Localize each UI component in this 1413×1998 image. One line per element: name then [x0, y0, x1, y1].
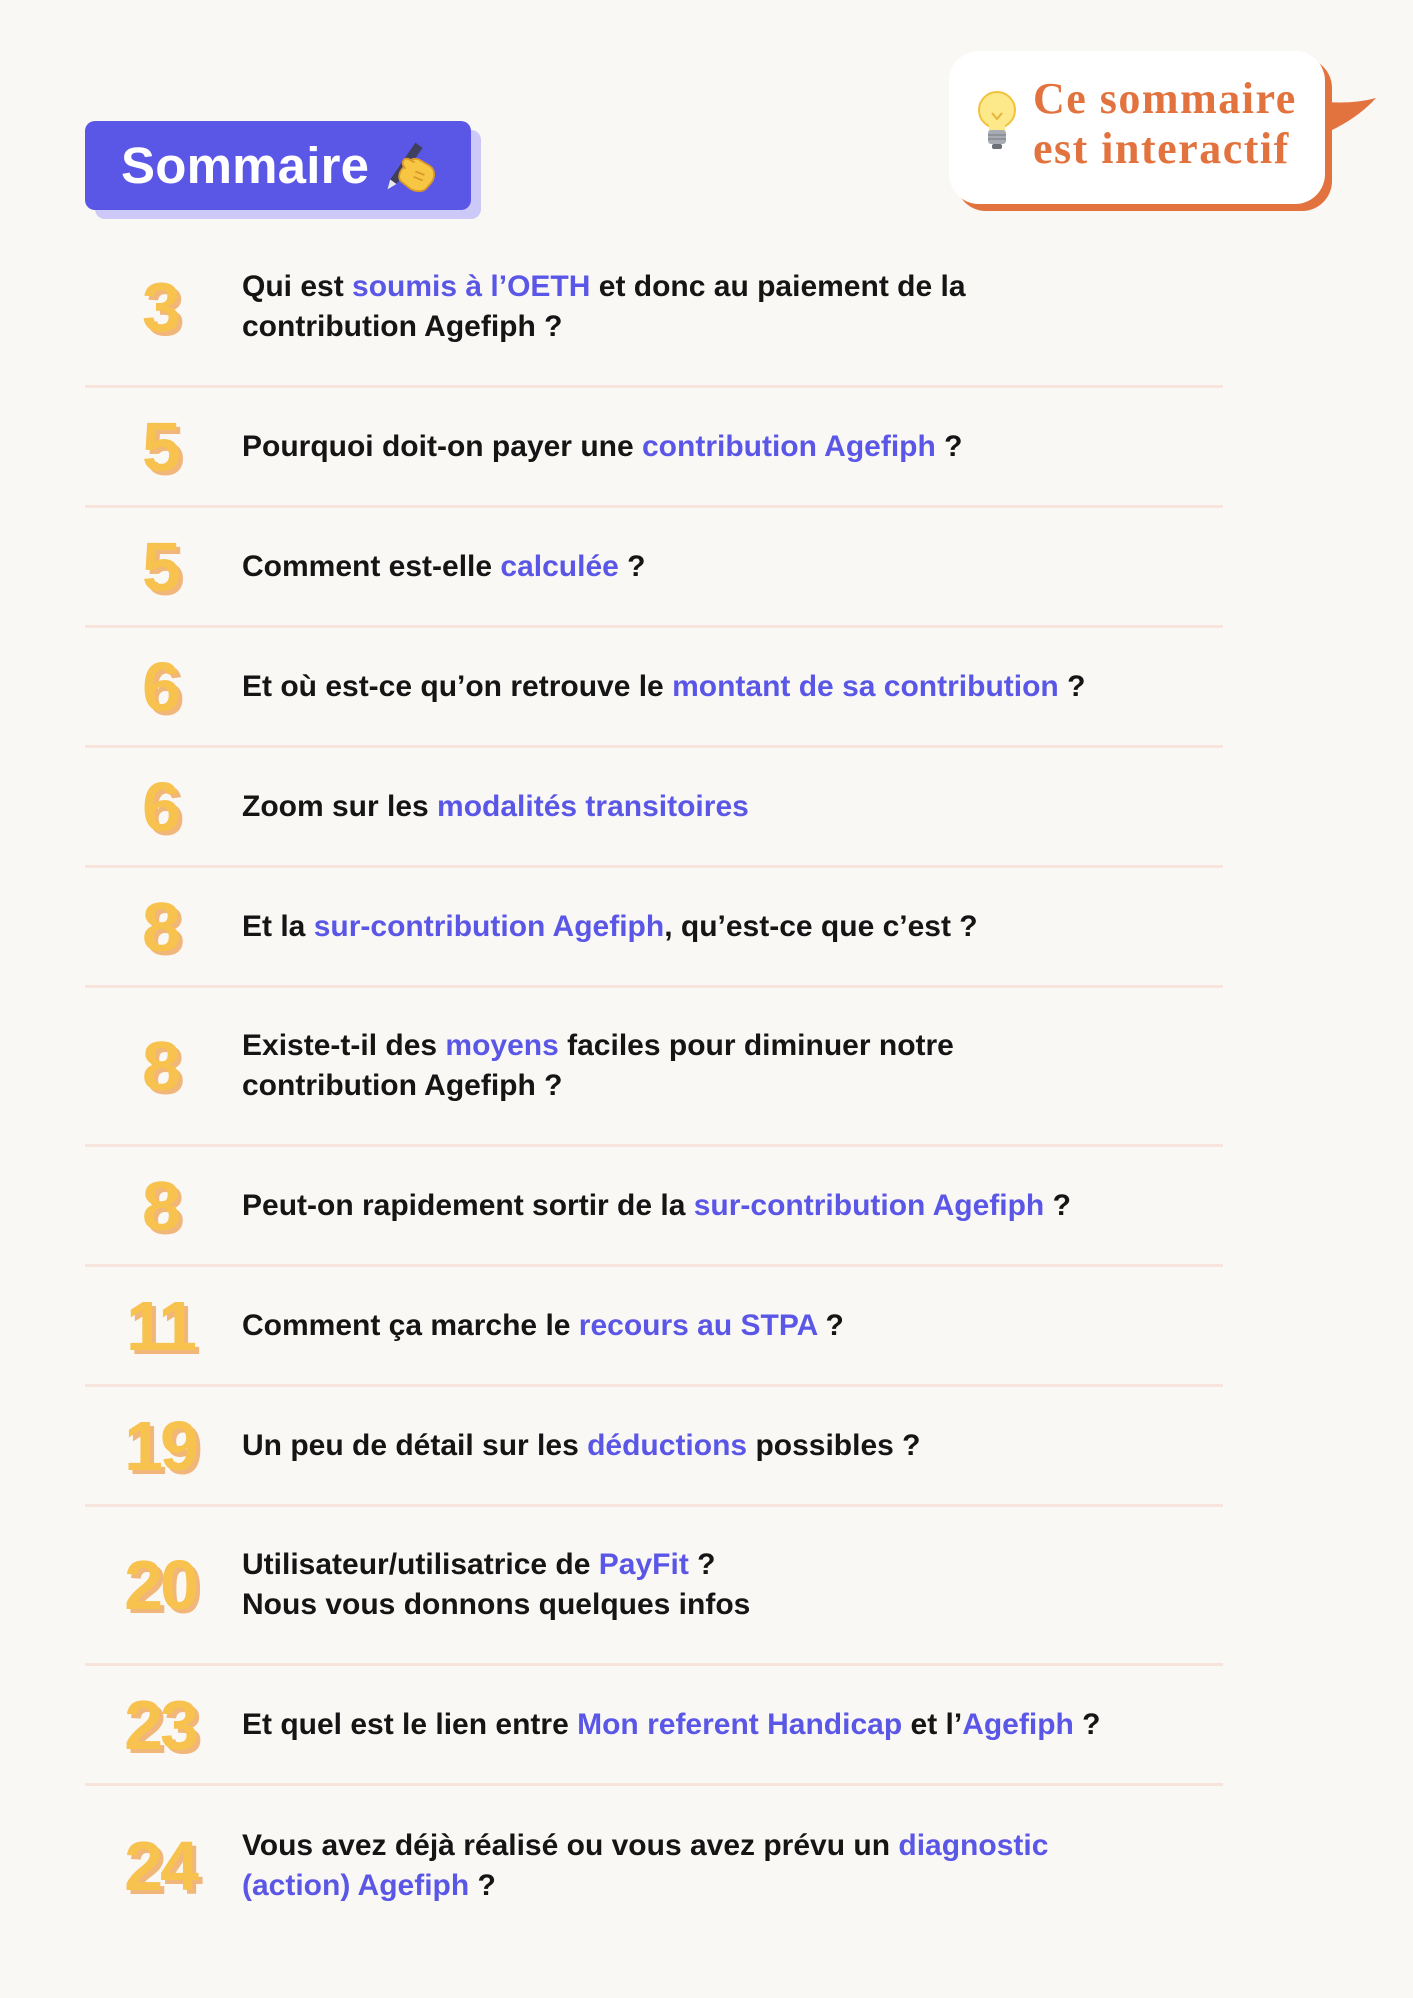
toc-item-line — [242, 907, 978, 947]
toc-item-link-text: Mon referent Handicap — [577, 1707, 903, 1741]
toc-item-line — [242, 1306, 844, 1346]
toc-page-number: 6 — [142, 647, 178, 726]
toc-page-number: 23 — [124, 1685, 196, 1764]
toc-item-line — [242, 267, 966, 307]
toc-item-text: possibles ? — [747, 1428, 921, 1462]
toc-item[interactable] — [85, 1267, 1223, 1387]
toc-item-link-text: Agefiph — [962, 1707, 1074, 1741]
toc-item-text: Nous vous donnons quelques infos — [242, 1588, 751, 1621]
toc-item-text: ? — [1044, 1188, 1071, 1222]
toc-item-line — [242, 667, 1085, 707]
toc-item-line — [242, 1186, 1071, 1226]
toc-item-title — [235, 1426, 921, 1466]
toc-item-link-text: calculée — [500, 549, 619, 583]
toc-item[interactable] — [85, 988, 1223, 1147]
speech-bubble-tail — [1326, 98, 1376, 132]
toc-item-text: ? — [1058, 669, 1086, 703]
toc-item-title — [235, 1705, 1101, 1745]
toc-item-text: Comment ça marche le — [242, 1308, 579, 1342]
toc-item[interactable] — [85, 1147, 1223, 1267]
toc-item[interactable] — [85, 388, 1223, 508]
toc-item-text: Peut-on rapidement sortir de la — [242, 1188, 694, 1222]
toc-page-number: 8 — [142, 1027, 178, 1105]
toc-page-number: 5 — [142, 407, 178, 486]
toc-item-text: ? — [817, 1308, 844, 1342]
toc-page-number: 5 — [142, 527, 178, 606]
toc-item-text: Utilisateur/utilisatrice de — [242, 1548, 599, 1581]
toc-item[interactable] — [85, 1666, 1223, 1786]
toc-item-title — [235, 1545, 750, 1625]
toc-page-number: 19 — [124, 1406, 196, 1485]
toc-page-number: 24 — [124, 1826, 196, 1905]
toc-item-line — [242, 1705, 1101, 1745]
callout-line-2: est interactif — [1033, 124, 1290, 173]
table-of-contents — [85, 229, 1223, 1945]
toc-item-title — [235, 1826, 1048, 1906]
summary-badge — [85, 121, 471, 210]
toc-item-text: Et la — [242, 909, 314, 943]
toc-item-text: Et où est-ce qu’on retrouve le — [242, 669, 673, 703]
toc-item-title — [235, 547, 646, 587]
callout-text — [1033, 74, 1297, 174]
toc-item-text: contribution Agefiph ? — [242, 1069, 563, 1102]
toc-item-title — [235, 667, 1085, 707]
writing-hand-icon — [383, 139, 437, 193]
toc-item-line — [242, 547, 646, 587]
toc-item-text: ? — [618, 549, 646, 583]
toc-item-link-text: soumis à l’OETH — [352, 270, 591, 303]
toc-item-text: Pourquoi doit-on payer une — [242, 429, 642, 463]
toc-page-number: 3 — [142, 268, 178, 346]
toc-item[interactable] — [85, 1387, 1223, 1507]
toc-page-number: 11 — [126, 1286, 194, 1365]
callout-line-1: Ce sommaire — [1033, 74, 1297, 123]
toc-item-link-text: (action) Agefiph — [242, 1868, 470, 1902]
toc-item[interactable] — [85, 628, 1223, 748]
toc-item-title — [235, 787, 749, 827]
toc-item-link-text: sur-contribution Agefiph — [693, 1188, 1045, 1222]
toc-item-text: , qu’est-ce que c’est ? — [664, 909, 978, 943]
toc-item-link-text: déductions — [587, 1428, 748, 1462]
toc-page-number: 20 — [124, 1546, 196, 1624]
toc-item[interactable] — [85, 868, 1223, 988]
toc-item-text: ? — [469, 1868, 496, 1902]
toc-item-line — [242, 1026, 954, 1066]
toc-item-link-text: diagnostic — [898, 1828, 1049, 1862]
toc-item-text: et l’ — [902, 1707, 963, 1741]
toc-item-title — [235, 907, 978, 947]
toc-item-line — [242, 1866, 1048, 1906]
toc-item-link-text: moyens — [445, 1029, 559, 1062]
toc-item-title — [235, 1306, 844, 1346]
toc-item-line — [242, 1826, 1048, 1866]
toc-item-text: Vous avez déjà réalisé ou vous avez prévu un — [242, 1828, 899, 1862]
toc-item-text: ? — [688, 1548, 716, 1581]
toc-item-line — [242, 1426, 921, 1466]
toc-item-link-text: PayFit — [598, 1548, 689, 1581]
toc-item-title — [235, 427, 963, 467]
toc-item-text: contribution Agefiph ? — [242, 310, 563, 343]
toc-item-link-text: contribution Agefiph — [642, 429, 936, 463]
toc-item-text: ? — [935, 429, 963, 463]
toc-item-link-text: recours au STPA — [578, 1308, 818, 1342]
toc-item-text: Qui est — [242, 270, 353, 303]
toc-item-line — [242, 1585, 750, 1625]
toc-item[interactable] — [85, 1507, 1223, 1666]
lightbulb-icon — [975, 89, 1019, 153]
toc-item-text: Et quel est le lien entre — [242, 1707, 578, 1741]
toc-item-link-text: sur-contribution Agefiph — [313, 909, 665, 943]
toc-item-text: Existe-t-il des — [242, 1029, 446, 1062]
toc-item-text: Comment est-elle — [242, 549, 501, 583]
toc-item-line — [242, 1066, 954, 1106]
toc-item-text: Zoom sur les — [242, 789, 438, 823]
toc-item-text: ? — [1073, 1707, 1101, 1741]
toc-item-link-text: montant de sa contribution — [672, 669, 1059, 703]
toc-page-number: 6 — [142, 767, 178, 846]
page-title: Sommaire — [121, 137, 370, 194]
toc-item[interactable] — [85, 1786, 1223, 1945]
toc-item-line — [242, 787, 749, 827]
toc-item-text: et donc au paiement de la — [590, 270, 966, 303]
toc-item-title — [235, 1026, 954, 1106]
toc-item[interactable] — [85, 508, 1223, 628]
toc-item-text: faciles pour diminuer notre — [558, 1029, 954, 1062]
toc-item-text: Un peu de détail sur les — [242, 1428, 588, 1462]
toc-item-link-text: modalités transitoires — [437, 789, 749, 823]
toc-item-title — [235, 1186, 1071, 1226]
toc-item-line — [242, 307, 966, 347]
toc-item-line — [242, 427, 963, 467]
toc-item-line — [242, 1545, 750, 1585]
toc-item[interactable] — [85, 229, 1223, 388]
toc-page-number: 8 — [142, 1166, 178, 1245]
toc-item-title — [235, 267, 966, 347]
toc-item[interactable] — [85, 748, 1223, 868]
toc-page-number: 8 — [142, 887, 178, 966]
summary-badge-body — [85, 121, 471, 210]
